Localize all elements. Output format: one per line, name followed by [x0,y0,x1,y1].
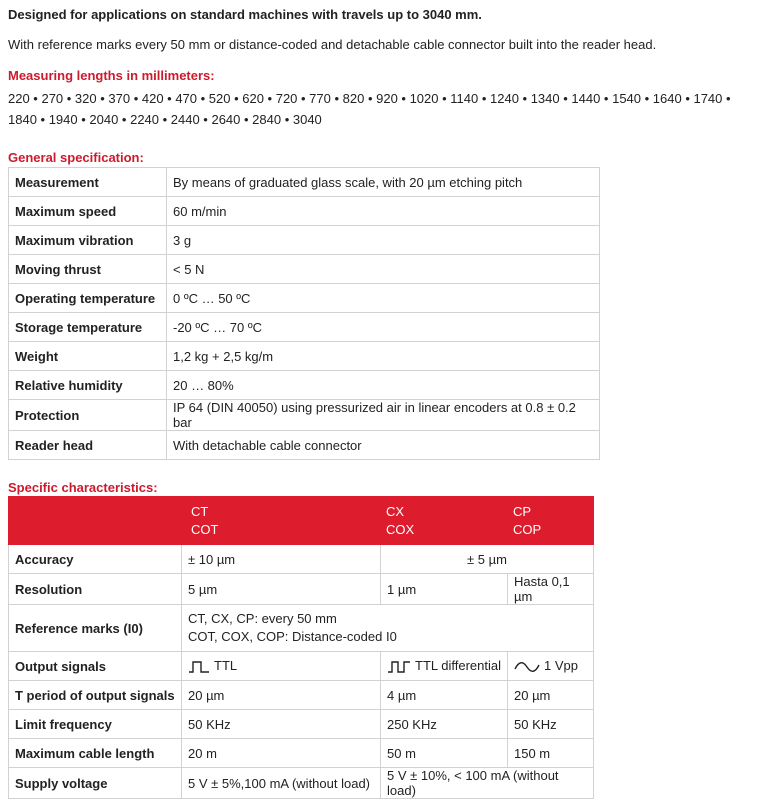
spec-value: 3 g [167,226,600,255]
output-cx-text: TTL differential [415,658,501,674]
intro-text: With reference marks every 50 mm or distance-coded and detachable cable connector built into the reader head. [8,37,657,52]
table-row [9,739,594,768]
spec-value: -20 ºC … 70 ºC [167,313,600,342]
lengths-list [8,88,748,130]
period-cx: 4 µm [381,681,508,710]
header-empty-cell [9,497,182,545]
square-wave-icon [188,660,210,674]
header-ct-line2: COT [191,521,219,537]
resolution-label: Resolution [9,574,182,605]
header-cx [381,497,508,545]
table-row [9,226,600,255]
spec-label: Operating temperature [9,284,167,313]
spec-label: Relative humidity [9,371,167,400]
table-row [9,431,600,460]
header-cx-line1: CX [386,503,405,519]
refmarks-line2: COT, COX, COP: Distance-coded I0 [188,629,397,644]
resolution-cx: 1 µm [381,574,508,605]
spec-value: 60 m/min [167,197,600,226]
spec-value: By means of graduated glass scale, with 20 µm etching pitch [167,168,600,197]
cable-cx: 50 m [381,739,508,768]
table-row [9,768,594,799]
sine-wave-icon [514,660,540,674]
supply-label: Supply voltage [9,768,182,799]
accuracy-ct: ± 10 µm [182,545,381,574]
period-label: T period of output signals [9,681,182,710]
spec-label: Weight [9,342,167,371]
cable-ct: 20 m [182,739,381,768]
spec-label: Reader head [9,431,167,460]
cable-cp: 150 m [508,739,594,768]
lengths-line-2: 1840 • 1940 • 2040 • 2240 • 2440 • 2640 • 2840 • 3040 [8,112,322,127]
resolution-cp: Hasta 0,1 µm [508,574,594,605]
table-row [9,545,594,574]
spec-label: Moving thrust [9,255,167,284]
lengths-heading: Measuring lengths in millimeters: [8,68,215,83]
square-wave-icon [387,660,411,674]
general-spec-table [8,167,600,460]
table-header-row [9,497,594,545]
limit-cp: 50 KHz [508,710,594,739]
table-row [9,255,600,284]
limit-cx: 250 KHz [381,710,508,739]
cable-label: Maximum cable length [9,739,182,768]
limit-label: Limit frequency [9,710,182,739]
limit-ct: 50 KHz [182,710,381,739]
header-ct-line1: CT [191,503,209,519]
header-cp-line1: CP [513,503,532,519]
output-cp-text: 1 Vpp [544,658,578,674]
refmarks-line1: CT, CX, CP: every 50 mm [188,611,337,626]
supply-ct: 5 V ± 5%,100 mA (without load) [182,768,381,799]
spec-label: Maximum speed [9,197,167,226]
output-label: Output signals [9,652,182,681]
spec-value: IP 64 (DIN 40050) using pressurized air in linear encoders at 0.8 ± 0.2 bar [167,400,600,431]
table-row [9,313,600,342]
header-cp-line2: COP [513,521,542,537]
spec-label: Measurement [9,168,167,197]
table-row [9,681,594,710]
resolution-ct: 5 µm [182,574,381,605]
lengths-line-1: 220 • 270 • 320 • 370 • 420 • 470 • 520 • 620 • 720 • 770 • 820 • 920 • 1020 • 1140 • 1240 • 1340 • 1440 • 1540 • 1640 • 1740 • [8,91,731,106]
spec-value: 20 … 80% [167,371,600,400]
period-cp: 20 µm [508,681,594,710]
table-row [9,652,594,681]
output-ct-text: TTL [214,658,238,674]
spec-value: 0 ºC … 50 ºC [167,284,600,313]
accuracy-cx-cp: ± 5 µm [381,545,594,574]
header-ct [182,497,381,545]
header-cx-line2: COX [386,521,415,537]
spec-value: 1,2 kg + 2,5 kg/m [167,342,600,371]
spec-label: Maximum vibration [9,226,167,255]
intro-title: Designed for applications on standard machines with travels up to 3040 mm. [8,7,482,22]
output-cx [381,652,508,681]
accuracy-label: Accuracy [9,545,182,574]
table-row [9,605,594,652]
table-row [9,371,600,400]
spec-label: Protection [9,400,167,431]
refmarks-value [182,605,594,652]
output-ct [182,652,381,681]
spec-value: < 5 N [167,255,600,284]
refmarks-label: Reference marks (I0) [9,605,182,652]
period-ct: 20 µm [182,681,381,710]
header-cp [508,497,594,545]
table-row [9,342,600,371]
spec-label: Storage temperature [9,313,167,342]
table-row [9,168,600,197]
table-row [9,197,600,226]
table-row [9,400,600,431]
table-row [9,710,594,739]
general-heading: General specification: [8,150,144,165]
table-row [9,284,600,313]
supply-cx-cp: 5 V ± 10%, < 100 mA (without load) [381,768,594,799]
output-cp [508,652,594,681]
spec-value: With detachable cable connector [167,431,600,460]
specific-heading: Specific characteristics: [8,480,158,495]
specific-characteristics-table [8,496,594,799]
table-row [9,574,594,605]
